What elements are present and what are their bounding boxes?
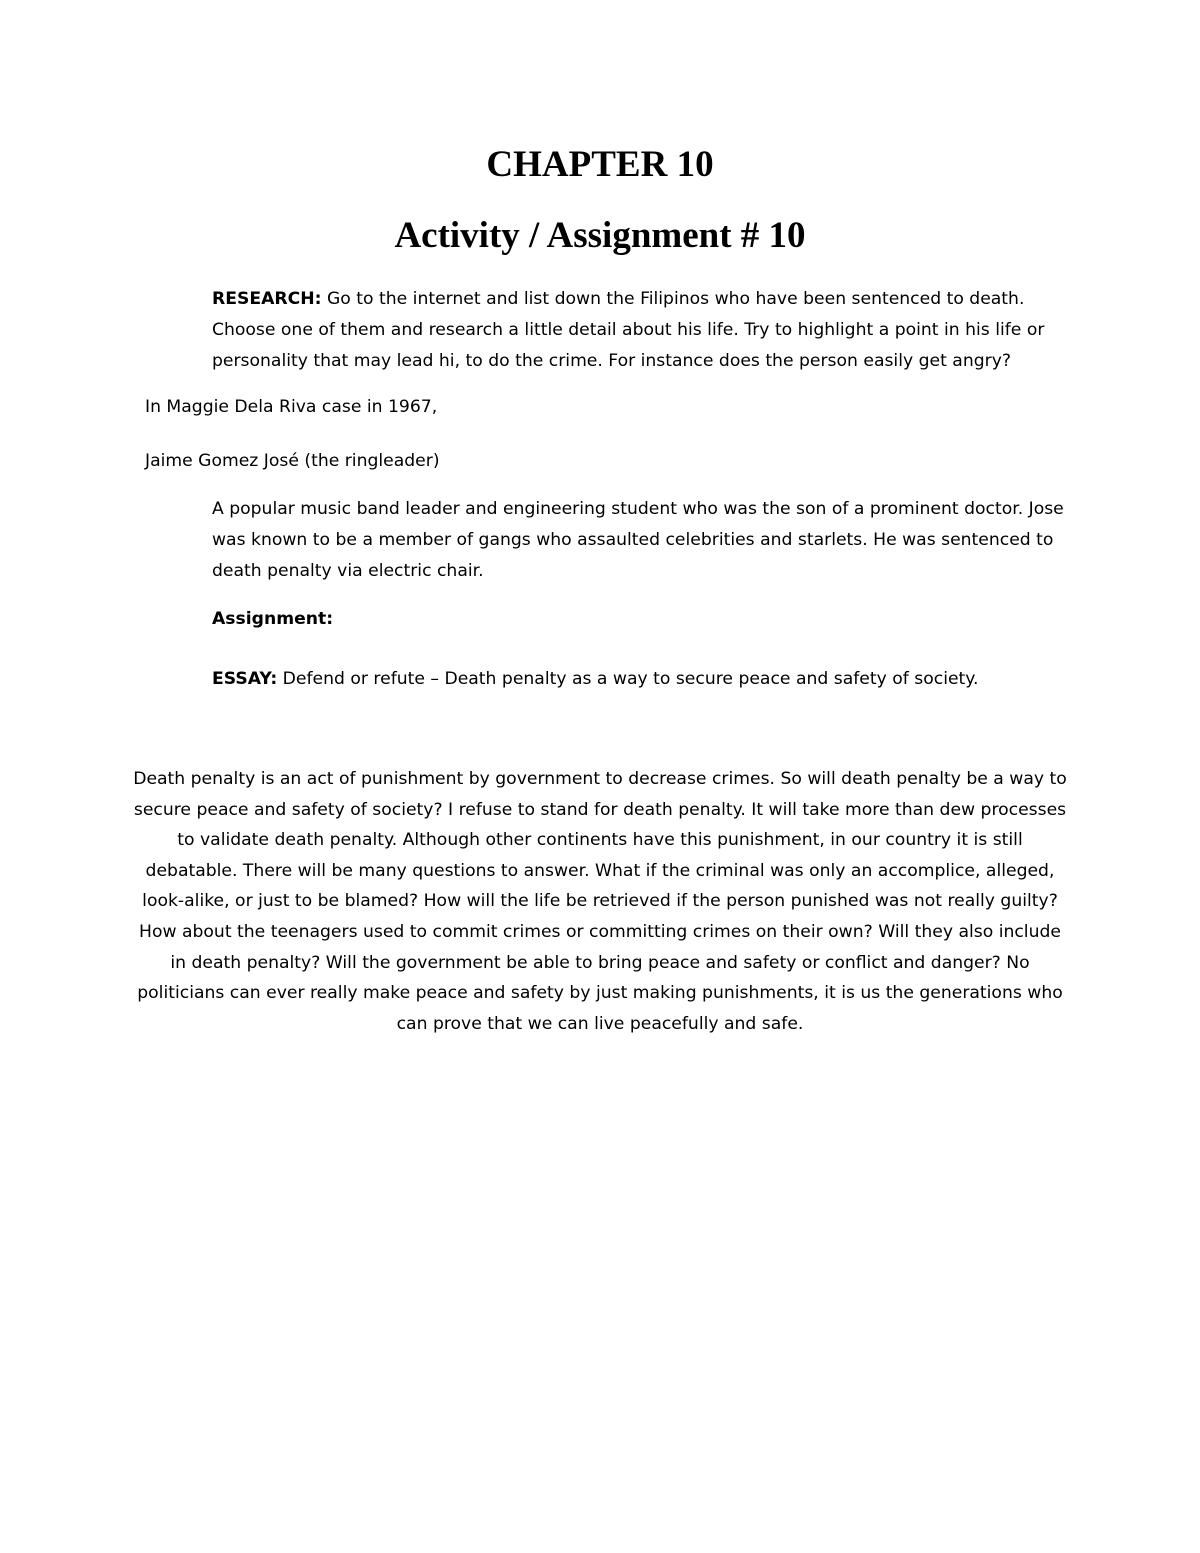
research-label: RESEARCH: — [212, 289, 322, 309]
case-line: In Maggie Dela Riva case in 1967, — [145, 397, 438, 417]
research-instructions — [212, 284, 1072, 377]
essay-prompt-text: Defend or refute – Death penalty as a way to secure peace and safety of society. — [277, 669, 979, 689]
essay-label: ESSAY: — [212, 669, 278, 689]
person-bio: A popular music band leader and engineering student who was the son of a prominent doctor. Jose was known to be a member of gangs who assaulted celebrities and starlets. He was sentenced to death penalty via electric chair. — [212, 499, 1064, 581]
assignment-label: Assignment: — [212, 609, 334, 629]
chapter-title: CHAPTER 10 — [486, 144, 714, 185]
essay-prompt — [212, 664, 1112, 695]
activity-title: Activity / Assignment # 10 — [394, 215, 806, 256]
essay-body: Death penalty is an act of punishment by government to decrease crimes. So will death penalty be a way to secure peace and safety of society? I refuse to stand for death penalty. It will take more than dew processes to validate death penalty. Although other continents have this punishment, in our country it is still debatable. There will be many questions to answer. What if the criminal was only an accomplice, alleged, look-alike, or just to be blamed? How will the life be retrieved if the person punished was not really guilty? How about the teenagers used to commit crimes or committing crimes on their own? Will they also include in death penalty? Will the government be able to bring peace and safety or conflict and danger? No politicians can ever really make peace and safety by just making punishments, it is us the generations who can prove that we can live peacefully and safe. — [133, 769, 1067, 1034]
research-text: Go to the internet and list down the Filipinos who have been sentenced to death. Choose one of them and research a little detail about his life. Try to highlight a point in his life or personality that may lead hi, to do the crime. For instance does the person easily get angry? — [212, 289, 1045, 371]
person-line: Jaime Gomez José (the ringleader) — [145, 451, 440, 471]
